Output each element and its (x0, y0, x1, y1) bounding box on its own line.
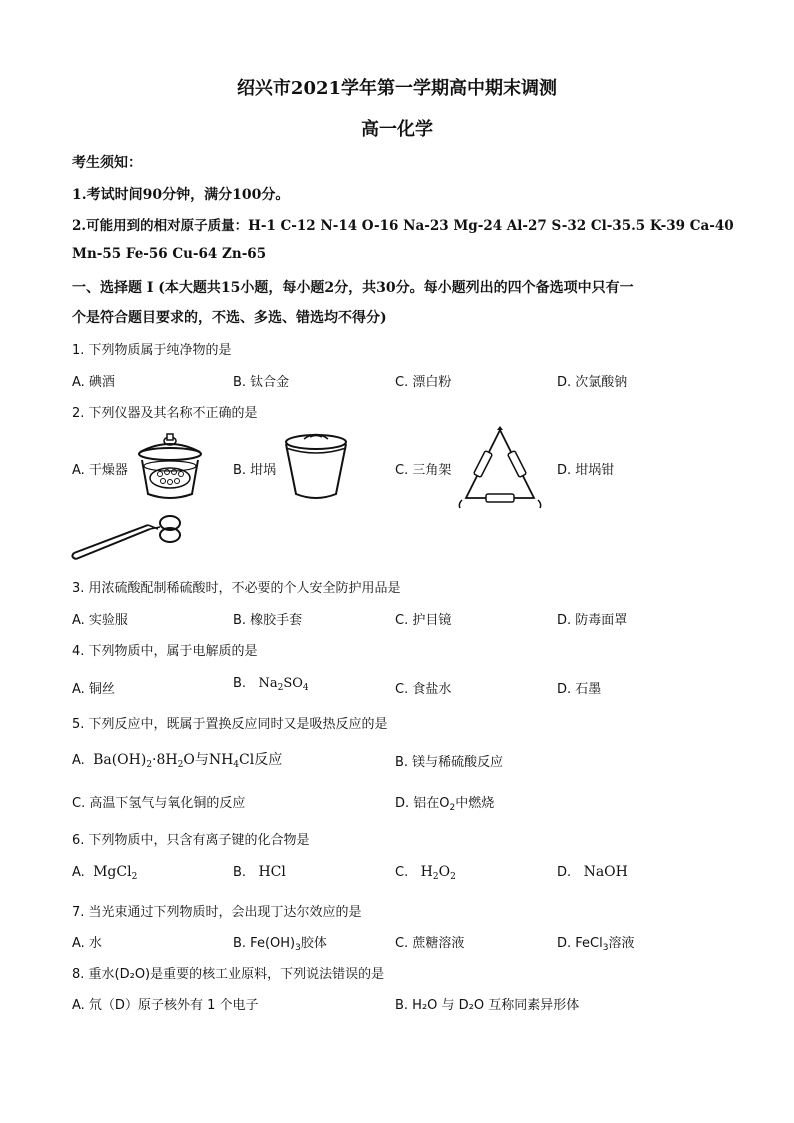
q1-option-b: B. 钛合金 (233, 375, 290, 390)
formula-sub: 3 (295, 943, 301, 953)
formula-part: B. Fe(OH) (233, 936, 296, 951)
q5-option-b: B. 镁与稀硫酸反应 (395, 755, 504, 770)
formula-sub: 3 (602, 943, 609, 953)
q7-stem: 7. 当光束通过下列物质时，会出现丁达尔效应的是 (72, 905, 362, 920)
formula-sub: 4 (302, 683, 309, 693)
formula-part: NaOH (583, 864, 628, 880)
q2-option-b: B. 坩埚 (233, 463, 277, 478)
formula-part: O (438, 864, 451, 880)
section-heading-line-1: 一、选择题 I (本大题共15小题，每小题2分，共30分。每小题列出的四个备选项中只有一 (72, 280, 634, 296)
q1-stem: 1. 下列物质属于纯净物的是 (72, 343, 232, 358)
q1-option-a: A. 碘酒 (72, 375, 115, 390)
notice-line-2a: 2.可能用到的相对原子质量：H-1 C-12 N-14 O-16 Na-23 Mg-24 Al-27 S-32 Cl-35.5 K-39 Ca-40 (72, 218, 734, 234)
q4-option-d: D. 石墨 (557, 682, 602, 697)
formula-part: D. 铝在O (395, 796, 450, 811)
q4-option-b-label: B. (233, 676, 247, 691)
q8-option-a: A. 氘（D）原子核外有 1 个电子 (72, 998, 259, 1013)
formula-sub: 2 (131, 872, 138, 882)
formula-part: D. FeCl (557, 936, 603, 951)
q6-option-a-label: A. (72, 865, 85, 880)
q5-option-a (72, 749, 282, 770)
q6-stem: 6. 下列物质中，只含有离子键的化合物是 (72, 833, 310, 848)
q3-option-d: D. 防毒面罩 (557, 613, 628, 628)
formula-sub: 2 (450, 872, 456, 882)
formula-part: Ba(OH) (93, 752, 147, 768)
q6-option-b-label: B. (233, 865, 247, 880)
formula-sub: 2 (177, 760, 184, 770)
q5-stem: 5. 下列反应中，既属于置换反应同时又是吸热反应的是 (72, 717, 388, 732)
q3-stem: 3. 用浓硫酸配制稀硫酸时，不必要的个人安全防护用品是 (72, 581, 401, 596)
formula-part: Cl反应 (239, 752, 283, 768)
page-title: 绍兴市2021学年第一学期高中期末调测 (236, 78, 558, 99)
q4-option-c: C. 食盐水 (395, 682, 452, 697)
q3-option-a: A. 实验服 (72, 613, 128, 628)
formula-part: H (420, 864, 433, 880)
formula-part: 溶液 (608, 936, 635, 951)
q8-stem: 8. 重水(D₂O)是重要的核工业原料，下列说法错误的是 (72, 967, 385, 982)
formula-part: 胶体 (300, 936, 327, 951)
formula-sub: 2 (146, 760, 153, 770)
q6-option-a (72, 864, 137, 882)
q6-option-d-label: D. (557, 865, 572, 880)
notice-line-1: 1.考试时间90分钟，满分100分。 (72, 187, 290, 203)
crucible-tongs-icon (70, 513, 186, 565)
formula-part: 中燃烧 (455, 796, 495, 811)
q5-option-d (395, 792, 494, 813)
q7-option-a: A. 水 (72, 936, 102, 951)
formula-sub: 2 (449, 803, 456, 813)
notice-heading: 考生须知： (72, 155, 142, 171)
q1-option-d: D. 次氯酸钠 (557, 375, 628, 390)
q7-option-c: C. 蔗糖溶液 (395, 936, 465, 951)
formula-sub: 2 (277, 683, 284, 693)
q2-option-c: C. 三角架 (395, 463, 452, 478)
q8-option-b: B. H₂O 与 D₂O 互称同素异形体 (395, 998, 580, 1013)
crucible-icon (282, 428, 350, 502)
q5-option-c: C. 高温下氢气与氧化铜的反应 (72, 796, 246, 811)
q6-option-d (557, 864, 628, 880)
desiccator-icon (134, 428, 206, 504)
q1-option-c: C. 漂白粉 (395, 375, 452, 390)
page-subtitle: 高一化学 (361, 119, 433, 140)
q6-option-c-label: C. (395, 865, 409, 880)
section-heading-line-2: 个是符合题目要求的，不选、多选、错选均不得分) (72, 310, 387, 326)
q3-option-c: C. 护目镜 (395, 613, 452, 628)
q4-option-b (233, 676, 309, 693)
q4-stem: 4. 下列物质中，属于电解质的是 (72, 644, 258, 659)
formula-part: SO (283, 676, 303, 691)
q7-option-b (233, 932, 327, 953)
formula-part: Na (258, 676, 278, 691)
q6-option-b (233, 864, 286, 880)
q2-option-a: A. 干燥器 (72, 463, 128, 478)
q2-stem: 2. 下列仪器及其名称不正确的是 (72, 406, 258, 421)
q2-option-d: D. 坩埚钳 (557, 463, 615, 478)
formula-sub: 4 (233, 760, 240, 770)
q4-option-a: A. 铜丝 (72, 682, 115, 697)
q5-option-a-label: A. (72, 753, 85, 768)
q7-option-d (557, 932, 634, 953)
formula-part: ·8H (152, 752, 178, 768)
formula-part: HCl (258, 864, 286, 880)
formula-part: O与NH (183, 752, 234, 768)
q6-option-c (395, 864, 456, 882)
q3-option-b: B. 橡胶手套 (233, 613, 303, 628)
clay-triangle-icon (454, 424, 546, 512)
formula-sub: 2 (432, 872, 439, 882)
notice-line-2b: Mn-55 Fe-56 Cu-64 Zn-65 (72, 246, 267, 262)
formula-part: MgCl (93, 864, 132, 880)
